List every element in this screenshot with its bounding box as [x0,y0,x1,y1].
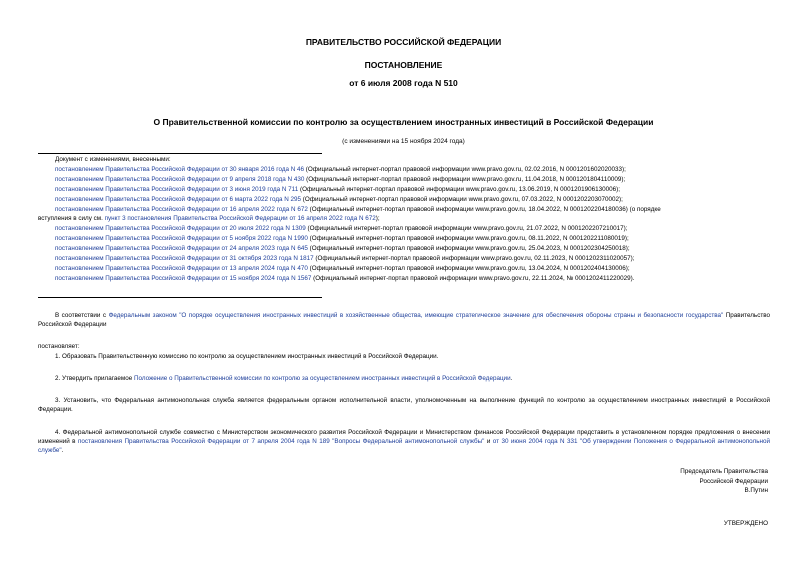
change-rest-1: (Официальный интернет-портал правовой информации www.pravo.gov.ru, 02.02.2016, N 0001201602020033); [304,165,626,173]
change-link-5[interactable]: постановлением Правительства Российской Федерации от 16 апреля 2022 года N 672 [55,205,308,213]
change-link-10[interactable]: постановлением Правительства Российской Федерации от 13 апреля 2024 года N 470 [55,264,308,272]
change-rest-2: (Официальный интернет-портал правовой информации www.pravo.gov.ru, 11.04.2018, N 0001201804110009); [304,175,626,183]
change-item-4 [38,195,772,205]
resolution-331-link[interactable]: от 30 июня 2004 года N 331 "Об утверждении Положения о Федеральной антимонопольной службе" [38,438,770,455]
change-link-4[interactable]: постановлением Правительства Российской Федерации от 6 марта 2022 года N 295 [55,195,302,203]
continuation-before: вступления в силу см. [38,215,105,223]
change-link-7[interactable]: постановлением Правительства Российской Федерации от 5 ноября 2022 года N 1990 [55,235,308,243]
change-item-2 [38,175,772,185]
change-item-5-continuation [38,214,772,224]
paragraph-1 [38,352,770,361]
date-number: от 6 июля 2008 года N 510 [349,78,458,88]
paragraph-2-after: . [510,375,513,382]
changes-list [38,155,772,284]
change-item-6 [38,224,772,234]
paragraph-3 [38,396,770,414]
change-rest-7: (Официальный интернет-портал правовой информации www.pravo.gov.ru, 08.11.2022, N 0001202211080019); [307,235,629,243]
change-rest-9: (Официальный интернет-портал правовой информации www.pravo.gov.ru, 02.11.2023, N 0001202311020057); [313,255,635,263]
change-item-11 [38,274,772,284]
change-rest-6: (Официальный интернет-портал правовой информации www.pravo.gov.ru, 21.07.2022, N 0001202207210017); [305,225,628,233]
paragraph-2 [38,374,770,383]
doc-type-heading: ПОСТАНОВЛЕНИЕ [364,60,443,70]
change-link-6[interactable]: постановлением Правительства Российской Федерации от 20 июля 2022 года N 1309 [55,225,306,233]
document-title: О Правительственной комиссии по контролю за осуществлением иностранных инвестиций в Российской Федерации [153,117,654,127]
regulation-link[interactable]: Положение о Правительственной комиссии по контролю за осуществлением иностранных инвестиций в Российской Федерации [133,375,511,382]
changes-bottom-divider [38,297,322,298]
paragraph-3-text: 3. Установить, что Федеральная антимонопольная служба является федеральным органом исполнительной власти, уполномоченным на выполнение функций по контролю за осуществлением иностранных инвестиций в Российской Федерации. [38,397,770,414]
signature-name: В.Путин [744,487,768,495]
preamble-text-after: Правительство Российской Федерации [38,312,771,329]
change-rest-3: (Официальный интернет-портал правовой информации www.pravo.gov.ru, 13.06.2019, N 0001201906130006); [298,185,620,193]
change-item-10 [38,264,772,274]
preamble-text-before: В соответствии с [55,312,109,319]
change-link-11[interactable]: постановлением Правительства Российской Федерации от 15 ноября 2024 года N 1567 [55,274,312,282]
continuation-after: ); [375,215,380,223]
federal-law-link[interactable]: Федеральным законом "О порядке осуществления иностранных инвестиций в хозяйственные общества, имеющие стратегическое значение для обеспечения обороны страны и безопасности государства" [108,312,724,319]
paragraph-4-after: . [61,447,64,455]
change-item-3 [38,185,772,195]
change-rest-4: (Официальный интернет-портал правовой информации www.pravo.gov.ru, 07.03.2022, N 0001202203070002); [301,195,623,203]
change-link-8[interactable]: постановлением Правительства Российской Федерации от 24 апреля 2023 года N 645 [55,245,308,253]
paragraph-4 [38,428,770,456]
paragraph-4-before: 4. Федеральной антимонопольной службе совместно с Министерством экономического развития Российской Федерации и Министерством финансов Российской Федерации представить в установленном порядке предложения о внесении изменений в [38,429,770,446]
change-item-5 [38,205,772,215]
approved-label: УТВЕРЖДЕНО [723,520,768,527]
resolves-text: постановляет: [38,343,80,350]
resolution-189-link[interactable]: постановления Правительства Российской Федерации от 7 апреля 2004 года N 189 "Вопросы Федеральной антимонопольной службы" [77,438,485,446]
continuation-link[interactable]: пункт 3 постановления Правительства Российской Федерации от 16 апреля 2022 года N 672 [104,215,376,223]
signature-title-line1: Председатель Правительства [680,468,768,475]
signature-block [680,467,768,496]
change-link-9[interactable]: постановлением Правительства Российской Федерации от 31 октября 2023 года N 1817 [55,255,314,263]
paragraph-1-text: 1. Образовать Правительственную комиссию по контролю за осуществлением иностранных инвестиций в Российской Федерации. [55,353,439,360]
changes-top-divider [38,153,322,154]
change-item-1 [38,165,772,175]
change-link-3[interactable]: постановлением Правительства Российской Федерации от 3 июня 2019 года N 711 [55,185,299,193]
revision-note: (с изменениями на 15 ноября 2024 года) [342,138,465,145]
change-link-2[interactable]: постановлением Правительства Российской Федерации от 9 апреля 2018 года N 430 [55,175,305,183]
change-link-1[interactable]: постановлением Правительства Российской Федерации от 30 января 2016 года N 46 [55,165,305,173]
signature-title-line2: Российской Федерации [699,477,768,485]
change-rest-10: (Официальный интернет-портал правовой информации www.pravo.gov.ru, 13.04.2024, N 0001202404130006); [307,264,630,272]
change-item-8 [38,244,772,254]
change-rest-8: (Официальный интернет-портал правовой информации www.pravo.gov.ru, 25.04.2023, N 0001202304250018); [307,245,630,253]
change-item-7 [38,234,772,244]
paragraph-2-before: 2. Утвердить прилагаемое [55,375,134,382]
change-rest-5: (Официальный интернет-портал правовой информации www.pravo.gov.ru, 18.04.2022, N 0001202204180036) (о порядке [307,205,661,213]
changes-intro: Документ с изменениями, внесенными: [55,156,171,163]
paragraph-4-mid: и [484,438,493,446]
change-rest-11: (Официальный интернет-портал правовой информации www.pravo.gov.ru, 22.11.2024, № 0001202411220029). [311,274,635,282]
change-item-9 [38,254,772,264]
government-heading: ПРАВИТЕЛЬСТВО РОССИЙСКОЙ ФЕДЕРАЦИИ [305,37,502,47]
preamble-paragraph [38,311,770,329]
